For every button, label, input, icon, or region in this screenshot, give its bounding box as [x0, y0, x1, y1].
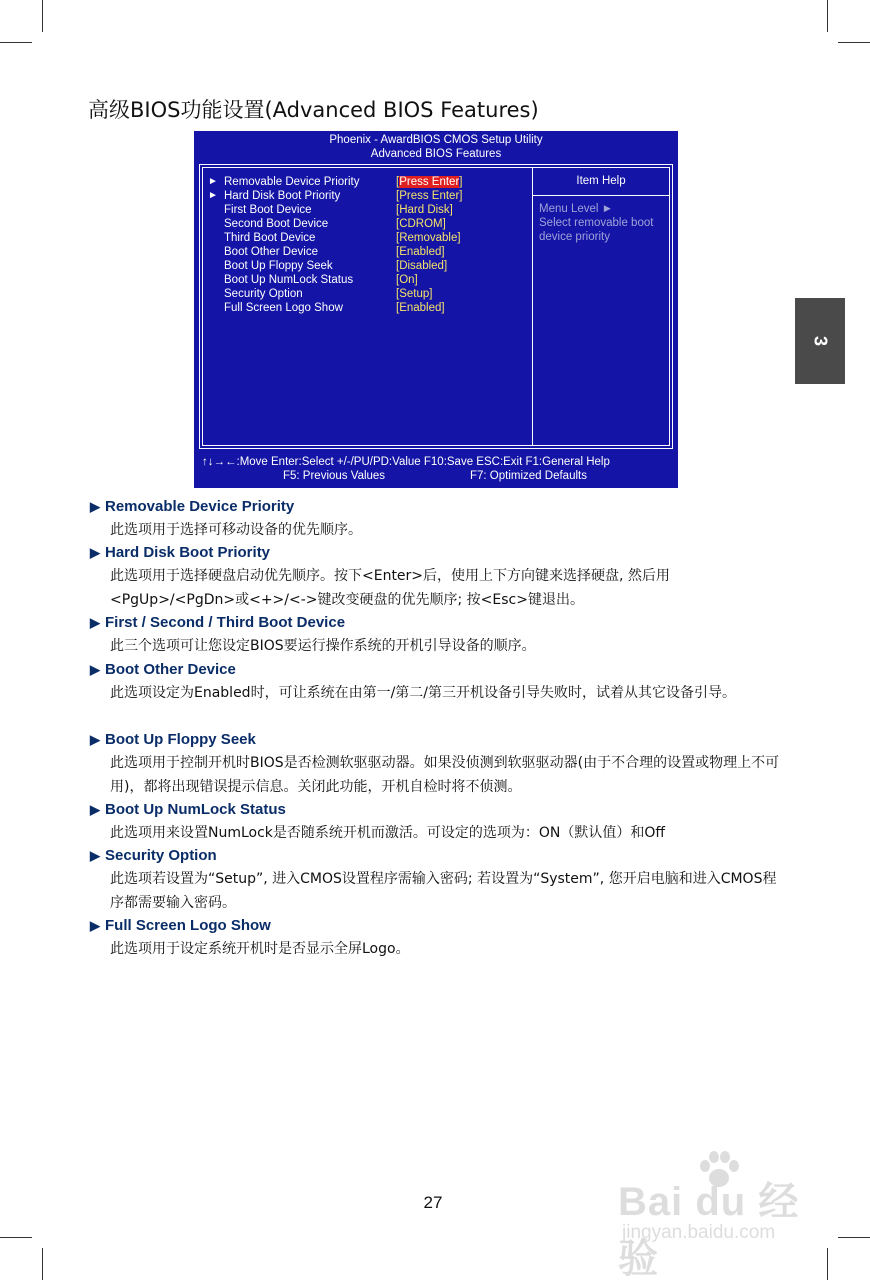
setting-label: Boot Other Device — [224, 246, 318, 258]
key-previous-values: F5: Previous Values — [283, 470, 386, 482]
desc-title-text: Boot Up Floppy Seek — [105, 731, 256, 748]
setting-value: [Setup] — [396, 288, 433, 300]
chapter-tab — [795, 298, 845, 384]
crop-mark — [0, 42, 32, 43]
desc-title — [90, 917, 271, 934]
crop-mark — [838, 42, 870, 43]
desc-title-text: Full Screen Logo Show — [105, 917, 271, 934]
page-title: 高级BIOS功能设置(Advanced BIOS Features) — [88, 98, 539, 122]
bullet-triangle-icon: ▶ — [90, 545, 100, 560]
bios-page-name: Advanced BIOS Features — [370, 148, 502, 160]
desc-text: 此选项用于选择硬盘启动优先顺序。按下<Enter>后，使用上下方向键来选择硬盘, 然后用<PgUp>/<PgDn>或<+>/<->键改变硬盘的优先顺序; 按<Esc>键退出。 — [110, 568, 670, 608]
item-help-body — [539, 202, 669, 244]
submenu-arrow-icon: ► — [208, 190, 218, 201]
desc-title — [90, 847, 217, 864]
setting-label: Boot Up NumLock Status — [224, 274, 354, 286]
key-legend-line: ↑↓→←:Move Enter:Select +/-/PU/PD:Value F10:Save ESC:Exit F1:General Help — [202, 456, 610, 468]
setting-label: Third Boot Device — [224, 232, 316, 244]
desc-text: 此选项设定为Enabled时，可让系统在由第一/第二/第三开机设备引导失败时，试着从其它设备引导。 — [110, 685, 737, 701]
item-help-title: Item Help — [533, 168, 669, 196]
chapter-number: 3 — [810, 335, 831, 347]
desc-title — [90, 498, 294, 515]
desc-text: 此选项用于控制开机时BIOS是否检测软驱驱动器。如果没侦测到软驱驱动器(由于不合理的设置或物理上不可用)，都将出现错误提示信息。关闭此功能，开机自检时将不侦测。 — [110, 755, 780, 795]
menu-level: Menu Level ► — [539, 203, 614, 215]
bullet-triangle-icon: ▶ — [90, 918, 100, 933]
desc-title — [90, 801, 286, 818]
setting-value: [Enabled] — [396, 302, 445, 314]
crop-mark — [0, 1237, 32, 1238]
watermark — [618, 1150, 818, 1280]
desc-text: 此选项用于设定系统开机时是否显示全屏Logo。 — [110, 941, 410, 957]
crop-mark — [42, 0, 43, 32]
key-optimized-defaults: F7: Optimized Defaults — [470, 470, 587, 482]
desc-text: 此三个选项可让您设定BIOS要运行操作系统的开机引导设备的顺序。 — [110, 638, 536, 654]
desc-title — [90, 731, 256, 748]
crop-mark — [827, 0, 828, 32]
setting-value: [CDROM] — [396, 218, 446, 230]
submenu-arrow-icon: ► — [208, 176, 218, 187]
bios-title — [194, 131, 678, 161]
setting-label: Hard Disk Boot Priority — [224, 190, 341, 202]
bios-utility-name: Phoenix - AwardBIOS CMOS Setup Utility — [329, 134, 543, 146]
setting-label: Security Option — [224, 288, 303, 300]
bullet-triangle-icon: ▶ — [90, 848, 100, 863]
setting-value: [Disabled] — [396, 260, 448, 272]
desc-title-text: Boot Up NumLock Status — [105, 801, 286, 818]
bullet-triangle-icon: ▶ — [90, 499, 100, 514]
desc-title — [90, 544, 270, 561]
bios-screenshot — [194, 131, 678, 488]
desc-title-text: Boot Other Device — [105, 661, 236, 678]
setting-value: [Press Enter] — [396, 190, 463, 202]
setting-label: First Boot Device — [224, 204, 312, 216]
desc-title-text: Removable Device Priority — [105, 498, 295, 515]
bios-divider — [532, 168, 533, 445]
setting-value: [Press Enter] — [396, 176, 463, 188]
crop-mark — [838, 1237, 870, 1238]
bios-frame — [199, 164, 673, 449]
desc-text: 此选项用于选择可移动设备的优先顺序。 — [110, 522, 362, 538]
bullet-triangle-icon: ▶ — [90, 662, 100, 677]
bullet-triangle-icon: ▶ — [90, 732, 100, 747]
page-number: 27 — [423, 1193, 443, 1212]
desc-title — [90, 614, 345, 631]
crop-mark — [42, 1248, 43, 1280]
setting-value: [Enabled] — [396, 246, 445, 258]
setting-value: [Removable] — [396, 232, 461, 244]
desc-text: 此选项若设置为“Setup”, 进入CMOS设置程序需输入密码; 若设置为“System”, 您开启电脑和进入CMOS程序都需要输入密码。 — [110, 871, 777, 911]
bios-inner-frame — [202, 167, 670, 446]
setting-label: Full Screen Logo Show — [224, 302, 343, 314]
help-text: Select removable boot device priority — [539, 217, 654, 243]
setting-label: Removable Device Priority — [224, 176, 360, 188]
selected-value: Press Enter — [399, 176, 460, 188]
desc-title — [90, 661, 236, 678]
desc-title-text: Hard Disk Boot Priority — [105, 544, 271, 561]
setting-value: [On] — [396, 274, 418, 286]
watermark-logo: Bai du 经验 — [618, 1180, 800, 1280]
desc-title-text: First / Second / Third Boot Device — [105, 614, 346, 631]
bullet-triangle-icon: ▶ — [90, 802, 100, 817]
setting-value: [Hard Disk] — [396, 204, 453, 216]
desc-title-text: Security Option — [105, 847, 217, 864]
setting-label: Boot Up Floppy Seek — [224, 260, 333, 272]
setting-label: Second Boot Device — [224, 218, 329, 230]
watermark-url: jingyan.baidu.com — [622, 1222, 776, 1243]
crop-mark — [827, 1248, 828, 1280]
desc-text: 此选项用来设置NumLock是否随系统开机而激活。可设定的选项为：ON（默认值）和Off — [110, 825, 666, 841]
bullet-triangle-icon: ▶ — [90, 615, 100, 630]
